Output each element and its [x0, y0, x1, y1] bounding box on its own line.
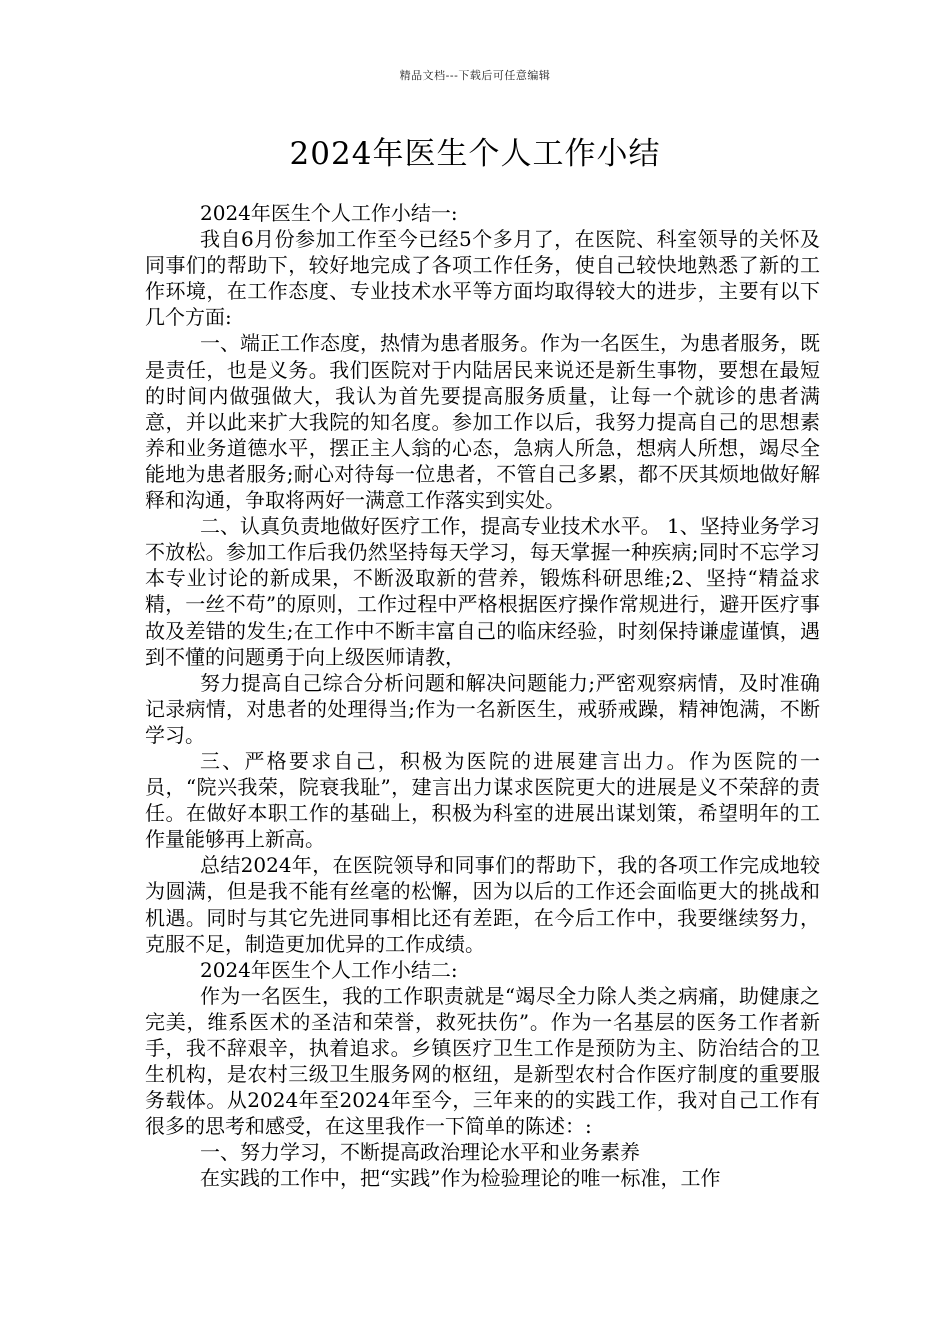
- paragraph: 努力提高自己综合分析问题和解决问题能力;严密观察病情，及时准确记录病情，对患者的处理得当;作为一名新医生，戒骄戒躁，精神饱满，不断学习。: [145, 670, 820, 747]
- paragraph: 一、端正工作态度，热情为患者服务。作为一名医生，为患者服务，既是责任，也是义务。我们医院对于内陆居民来说还是新生事物，要想在最短的时间内做强做大，我认为首先要提高服务质量，让每一个就诊的患者满意，并以此来扩大我院的知名度。参加工作以后，我努力提高自己的思想素养和业务道德水平，摆正主人翁的心态，急病人所急，想病人所想，竭尽全能地为患者服务;耐心对待每一位患者，不管自己多累，都不厌其烦地做好解释和沟通，争取将两好一满意工作落实到实处。: [145, 331, 820, 513]
- header-note: 精品文档---下载后可任意编辑: [399, 69, 551, 82]
- paragraph: 我自6月份参加工作至今已经5个多月了，在医院、科室领导的关怀及同事们的帮助下，较好地完成了各项工作任务，使自己较快地熟悉了新的工作环境，在工作态度、专业技术水平等方面均取得较大的进步，主要有以下几个方面:: [145, 227, 820, 330]
- paragraph: 二、认真负责地做好医疗工作，提高专业技术水平。 1、坚持业务学习不放松。参加工作后我仍然坚持每天学习，每天掌握一种疾病;同时不忘学习本专业讨论的新成果，不断汲取新的营养，锻炼科研思维;2、坚持“精益求精，一丝不苟”的原则，工作过程中严格根据医疗操作常规进行，避开医疗事故及差错的发生;在工作中不断丰富自己的临床经验，时刻保持谦虚谨慎，遇到不懂的问题勇于向上级医师请教，: [145, 514, 820, 669]
- paragraph: 三、严格要求自己，积极为医院的进展建言出力。作为医院的一员，“院兴我荣，院衰我耻”，建言出力谋求医院更大的进展是义不荣辞的责任。在做好本职工作的基础上，积极为科室的进展出谋划策，希望明年的工作量能够再上新高。: [145, 748, 820, 852]
- section-heading-1: 2024年医生个人工作小结一:: [200, 201, 458, 225]
- section-heading-2: 2024年医生个人工作小结二:: [200, 957, 458, 982]
- document-body: [145, 200, 820, 1192]
- paragraph: 作为一名医生，我的工作职责就是“竭尽全力除人类之病痛，助健康之完美，维系医术的圣洁和荣誉，救死扶伤”。作为一名基层的医务工作者新手，我不辞艰辛，执着追求。乡镇医疗卫生工作是预防为主、防治结合的卫生机构，是农村三级卫生服务网的枢纽，是新型农村合作医疗制度的重要服务载体。从2024年至2024年至今，三年来的的实践工作，我对自己工作有很多的思考和感受，在这里我作一下简单的陈述：:: [145, 983, 820, 1139]
- paragraph: 一、努力学习，不断提高政治理论水平和业务素养: [200, 1140, 640, 1165]
- paragraph: 在实践的工作中，把“实践”作为检验理论的唯一标准，工作: [200, 1166, 721, 1191]
- paragraph: 总结2024年，在医院领导和同事们的帮助下，我的各项工作完成地较为圆满，但是我不能有丝毫的松懈，因为以后的工作还会面临更大的挑战和机遇。同时与其它先进同事相比还有差距，在今后工作中，我要继续努力，克服不足，制造更加优异的工作成绩。: [145, 853, 820, 956]
- document-title: 2024年医生个人工作小结: [289, 136, 661, 172]
